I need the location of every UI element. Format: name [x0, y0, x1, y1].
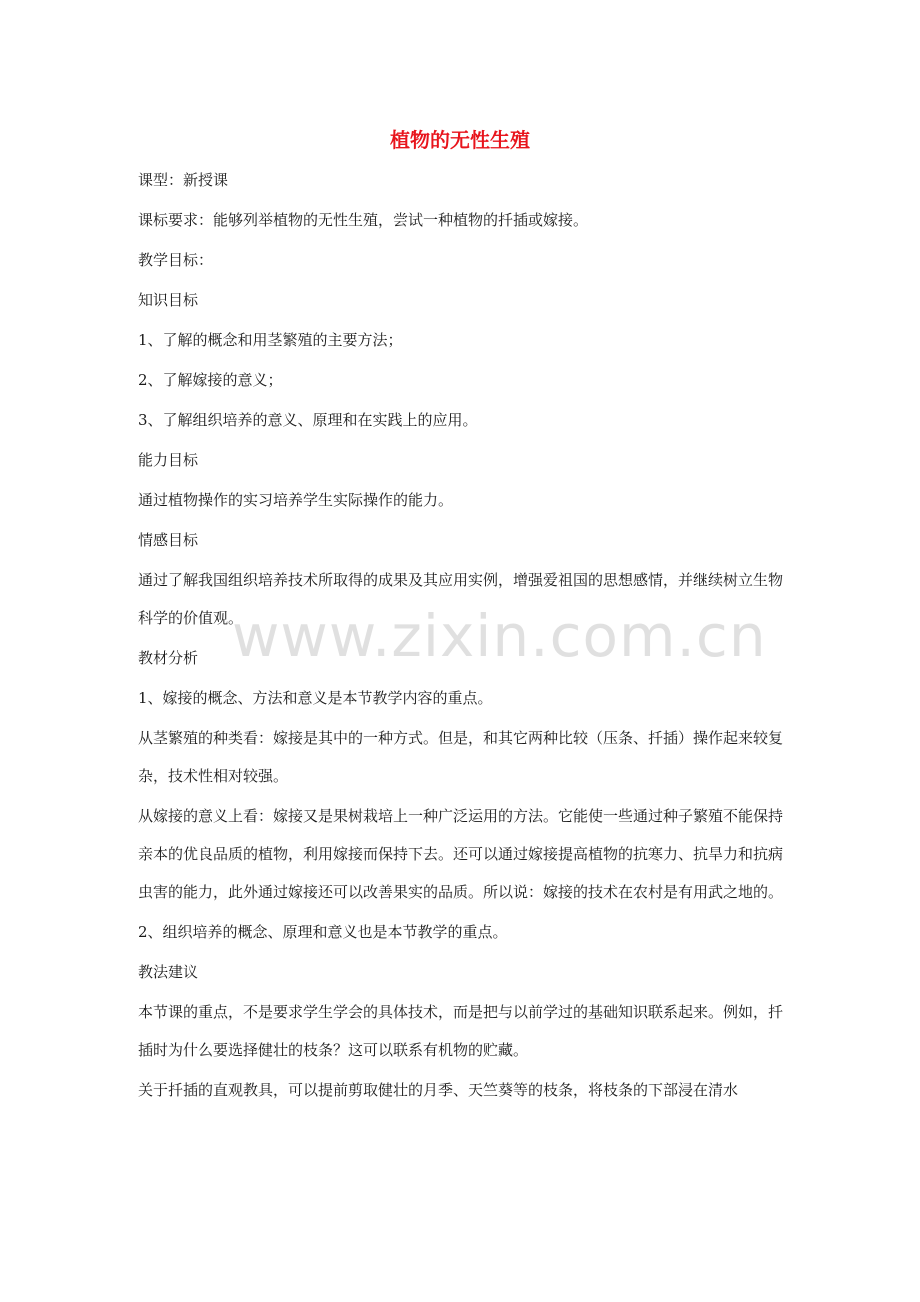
document-body: [138, 170, 784, 1120]
watermark: www.zixin.com.cn: [232, 602, 767, 670]
paragraph-grafting-types: 从茎繁殖的种类看：嫁接是其中的一种方式。但是，和其它两种比较（压条、扦插）操作起来较复杂，技术性相对较强。: [138, 729, 784, 785]
heading-teaching-goals: 教学目标：: [138, 251, 214, 269]
list-item: 2、组织培养的概念、原理和意义也是本节教学的重点。: [138, 923, 508, 941]
list-item: 1、了解的概念和用茎繁殖的主要方法；: [138, 331, 403, 349]
paragraph-ability: 通过植物操作的实习培养学生实际操作的能力。: [138, 491, 454, 509]
list-item: 3、了解组织培养的意义、原理和在实践上的应用。: [138, 411, 478, 429]
heading-ability-goals: 能力目标: [138, 451, 199, 469]
list-item: 2、了解嫁接的意义；: [138, 371, 283, 389]
paragraph-grafting-meaning: 从嫁接的意义上看：嫁接又是果树栽培上一种广泛运用的方法。它能使一些通过种子繁殖不能保持亲本的优良品质的植物，利用嫁接而保持下去。还可以通过嫁接提高植物的抗寒力、抗旱力和抗病虫害的能力，此外通过嫁接还可以改善果实的品质。所以说：嫁接的技术在农村是有用武之地的。: [138, 807, 784, 901]
list-item: 1、嫁接的概念、方法和意义是本节教学内容的重点。: [138, 689, 493, 707]
paragraph-cutting-aids: 关于扦插的直观教具，可以提前剪取健壮的月季、天竺葵等的枝条，将枝条的下部浸在清水: [138, 1081, 739, 1099]
paragraph-lesson-type: 课型：新授课: [138, 171, 229, 189]
document-title: 植物的无性生殖: [390, 128, 530, 152]
heading-teaching-suggestions: 教法建议: [138, 963, 199, 981]
heading-material-analysis: 教材分析: [138, 649, 199, 667]
paragraph-emotion: 通过了解我国组织培养技术所取得的成果及其应用实例，增强爱祖国的思想感情，并继续树立生物科学的价值观。: [138, 571, 784, 627]
paragraph-lesson-focus: 本节课的重点，不是要求学生学会的具体技术，而是把与以前学过的基础知识联系起来。例如，扦插时为什么要选择健壮的枝条？这可以联系有机物的贮藏。: [138, 1003, 784, 1059]
heading-emotion-goals: 情感目标: [138, 531, 199, 549]
paragraph-curriculum-requirement: 课标要求：能够列举植物的无性生殖，尝试一种植物的扦插或嫁接。: [138, 211, 589, 229]
heading-knowledge-goals: 知识目标: [138, 291, 199, 309]
